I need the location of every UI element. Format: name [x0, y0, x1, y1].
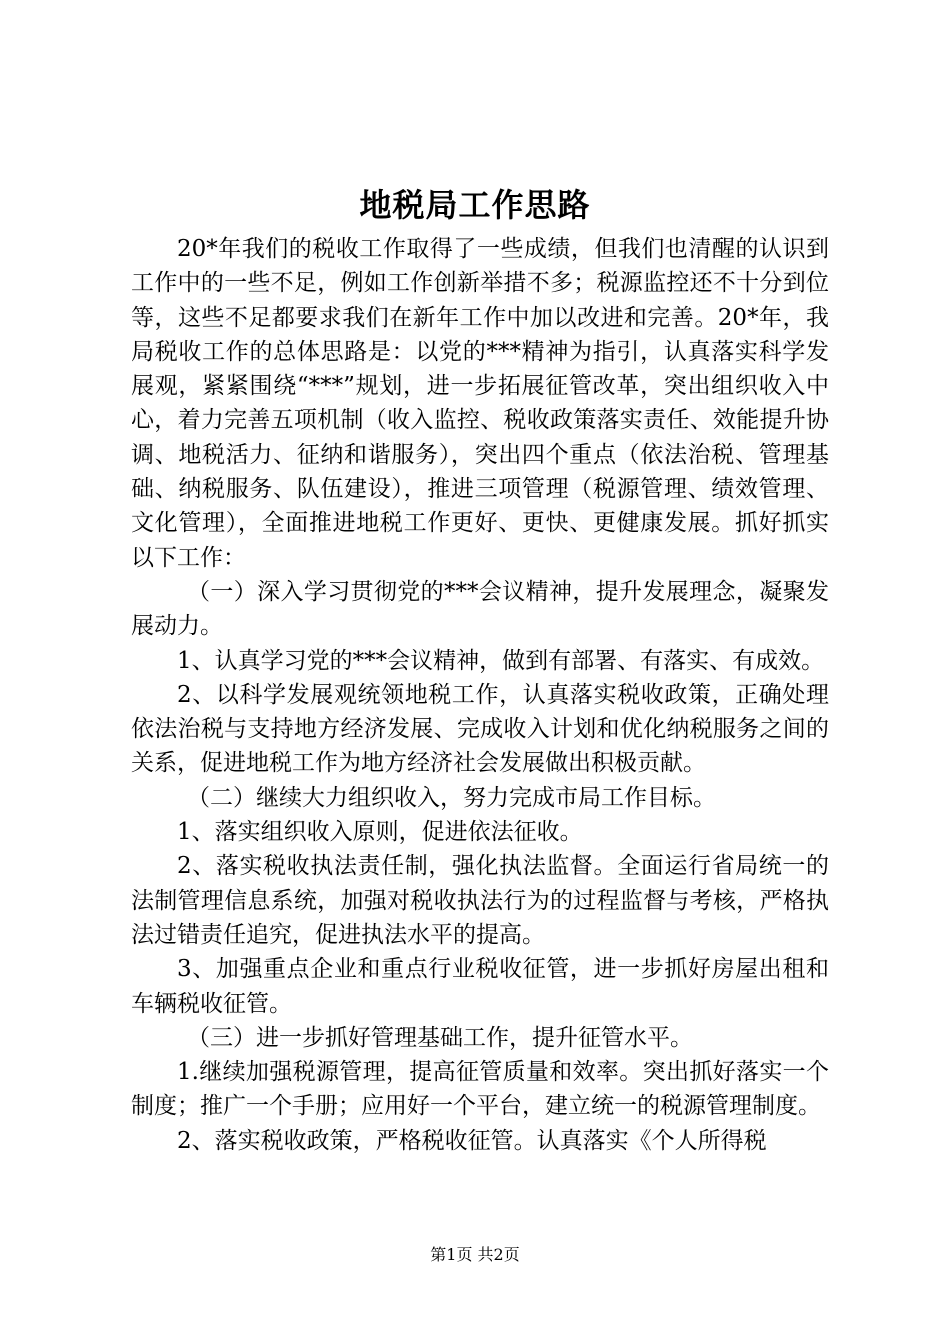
paragraph-item: 2、以科学发展观统领地税工作，认真落实税收政策，正确处理依法治税与支持地方经济发展、完成收入计划和优化纳税服务之间的关系，促进地税工作为地方经济社会发展做出积极贡献。 [131, 681, 829, 777]
paragraph-intro: 20*年我们的税收工作取得了一些成绩，但我们也清醒的认识到工作中的一些不足，例如工作创新举措不多；税源监控还不十分到位等，这些不足都要求我们在新年工作中加以改进和完善。20*年，我局税收工作的总体思路是：以党的***精神为指引，认真落实科学发展观，紧紧围绕“***”规划，进一步拓展征管改革，突出组织收入中心，着力完善五项机制（收入监控、税收政策落实责任、效能提升协调、地税活力、征纳和谐服务），突出四个重点（依法治税、管理基础、纳税服务、队伍建设），推进三项管理（税源管理、绩效管理、文化管理），全面推进地税工作更好、更快、更健康发展。抓好抓实以下工作： [131, 236, 829, 571]
document-body [131, 232, 829, 1158]
section-heading-3: （三）进一步抓好管理基础工作，提升征管水平。 [187, 1024, 693, 1051]
page-footer: 第1页 共2页 [430, 1245, 520, 1264]
section-heading-1: （一）深入学习贯彻党的***会议精神，提升发展理念，凝聚发展动力。 [131, 578, 829, 640]
paragraph-item: 3、加强重点企业和重点行业税收征管，进一步抓好房屋出租和车辆税收征管。 [131, 956, 829, 1017]
paragraph-item: 1、认真学习党的***会议精神，做到有部署、有落实、有成效。 [177, 647, 825, 674]
paragraph-item: 2、落实税收政策，严格税收征管。认真落实《个人所得税 [177, 1127, 767, 1154]
document-title: 地税局工作思路 [359, 186, 591, 224]
paragraph-item: 1、落实组织收入原则，促进依法征收。 [177, 819, 583, 846]
paragraph-item: 2、落实税收执法责任制，强化执法监督。全面运行省局统一的法制管理信息系统，加强对税收执法行为的过程监督与考核，严格执法过错责任追究，促进执法水平的提高。 [131, 853, 829, 948]
section-heading-2: （二）继续大力组织收入，努力完成市局工作目标。 [187, 784, 716, 811]
paragraph-item: 1.继续加强税源管理，提高征管质量和效率。突出抓好落实一个制度；推广一个手册；应用好一个平台，建立统一的税源管理制度。 [131, 1059, 829, 1120]
